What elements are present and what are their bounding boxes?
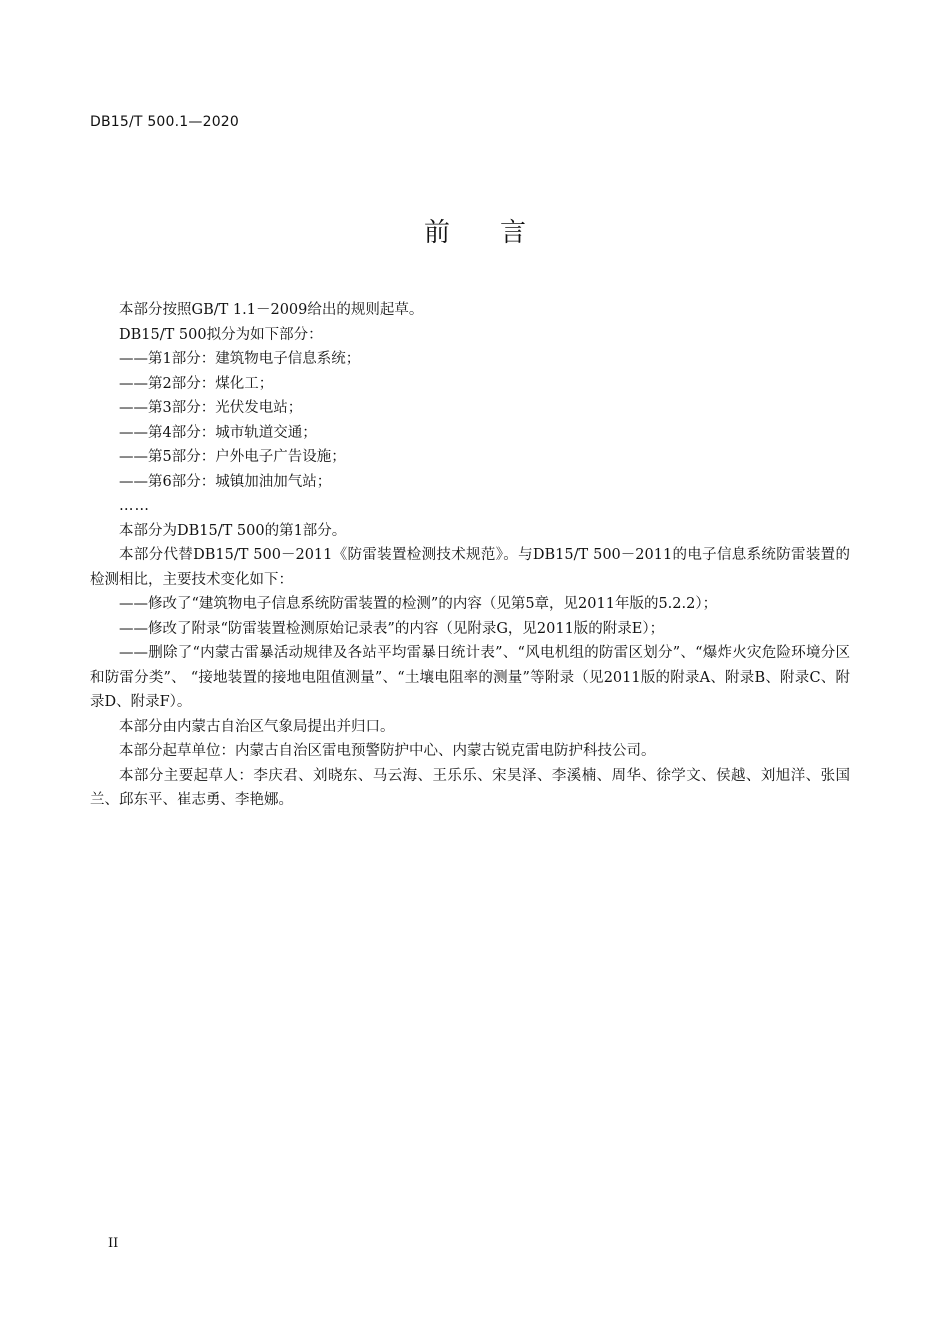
change-item-2: ——修改了附录“防雷装置检测原始记录表”的内容（见附录G，见2011版的附录E）； <box>119 620 665 637</box>
title-char-2: 言 <box>500 218 527 248</box>
list-item-part-6: ——第6部分：城镇加油加气站； <box>119 473 332 490</box>
change-item-1: ——修改了“建筑物电子信息系统防雷装置的检测”的内容（见第5章，见2011年版的5.2.2）； <box>119 596 718 612</box>
list-item-part-4: ——第4部分：城市轨道交通； <box>119 424 317 441</box>
title-char-1: 前 <box>423 218 450 248</box>
foreword-body <box>90 298 850 813</box>
page-number: II <box>108 1236 119 1251</box>
change-item-3: ——删除了“内蒙古雷暴活动规律及各站平均雷暴日统计表”、“风电机组的防雷区划分”、“爆炸火灾危险环境分区和防雷分类”、 “接地装置的接地电阻值测量”、“土壤电阻率的测量”等附录（见2011版的附录A、附录B、附录C、附录D、附录F）。 <box>90 645 850 710</box>
paragraph-proposer: 本部分由内蒙古自治区气象局提出并归口。 <box>119 718 395 735</box>
list-item-part-1: ——第1部分：建筑物电子信息系统； <box>119 351 361 367</box>
list-item-part-3: ——第3部分：光伏发电站； <box>119 400 303 416</box>
document-code: DB15/T 500.1—2020 <box>90 114 240 130</box>
page-title <box>0 212 950 249</box>
list-item-part-2: ——第2部分：煤化工； <box>119 375 274 392</box>
paragraph-drafters: 本部分主要起草人：李庆君、刘晓东、马云海、王乐乐、宋昊泽、李溪楠、周华、徐学文、侯越、刘旭洋、张国兰、邱东平、崔志勇、李艳娜。 <box>90 767 850 808</box>
paragraph-drafting-rules: 本部分按照GB/T 1.1－2009给出的规则起草。 <box>119 302 424 318</box>
paragraph-replacement: 本部分代替DB15/T 500－2011《防雷装置检测技术规范》。与DB15/T 500－2011的电子信息系统防雷装置的检测相比，主要技术变化如下： <box>90 547 850 588</box>
paragraph-parts-intro: DB15/T 500拟分为如下部分： <box>119 326 323 343</box>
paragraph-this-part: 本部分为DB15/T 500的第1部分。 <box>119 522 347 539</box>
paragraph-drafting-units: 本部分起草单位：内蒙古自治区雷电预警防护中心、内蒙古锐克雷电防护科技公司。 <box>119 743 656 759</box>
list-item-part-5: ——第5部分：户外电子广告设施； <box>119 449 346 465</box>
list-ellipsis: …… <box>119 498 150 514</box>
